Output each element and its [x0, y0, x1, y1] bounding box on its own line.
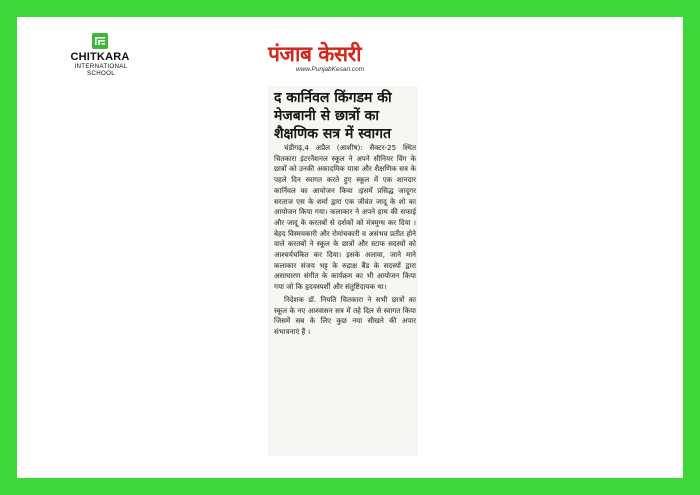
newspaper-masthead: पंजाब केसरी [268, 42, 362, 66]
headline-line-2: मेजबानी से छात्रों का [274, 108, 380, 124]
school-name: CHITKARA [70, 51, 130, 63]
newspaper-url: www.PunjabKesari.com [295, 66, 365, 73]
headline-line-1: द कार्निवल किंगडम की [274, 90, 392, 106]
school-logo-icon [92, 33, 108, 49]
article-paragraph-1: चंडीगढ़,4 अप्रैल (आशीष): सैक्टर-25 स्थित चितकारा इंटरनैशनल स्कूल ने अपने सीनियर विंग के छात्रों को उनकी अकादमिक यात्रा और शैक्षणिक सत्र के पहले दिन स्वागत करते हुए स्कूल में एक शानदार कार्निवल का आयोजन किया ।इसमें प्रसिद्ध जादूगर सरताज एस के शर्मा द्वारा एक जीवंत जादू के शो का आयोजन किया गया। कलाकार ने अपने हाथ की सफाई और जादू के करतबों से दर्शकों को मंत्रमुग्ध कर दिया । बेहद विस्मयकारी और रोमांचकारी व असंभव प्रतीत होने वाले करतबों ने स्कूल के छात्रों और स्टाफ सदस्यों को आश्चर्यचकित कर दिया। इसके अलावा, जाने माने कलाकार संजय भट्ट के रुद्राक्ष बैंड के सदस्यों द्वारा असाधारण संगीत के कार्यक्रम का भी आयोजन किया गया जो कि हृदयस्पर्शी और संतुष्टिदायक था। [274, 143, 416, 292]
school-subtitle [72, 63, 130, 77]
article-paragraph-2: निदेशक डॉ. नियति चितकारा ने सभी छात्रों का स्कूल के नए आश्वासन सत्र में तहे दिल से स्वागत किया जिसमें सब के लिए कुछ नया सीखने की अपार संभावनाएं हैं । [274, 294, 416, 336]
headline-line-3: शैक्षणिक सत्र में स्वागत [274, 126, 391, 142]
article-headline [274, 89, 414, 143]
school-subtitle-line2: SCHOOL [87, 70, 115, 77]
article-body [274, 143, 416, 338]
school-subtitle-line1: INTERNATIONAL [74, 63, 128, 70]
